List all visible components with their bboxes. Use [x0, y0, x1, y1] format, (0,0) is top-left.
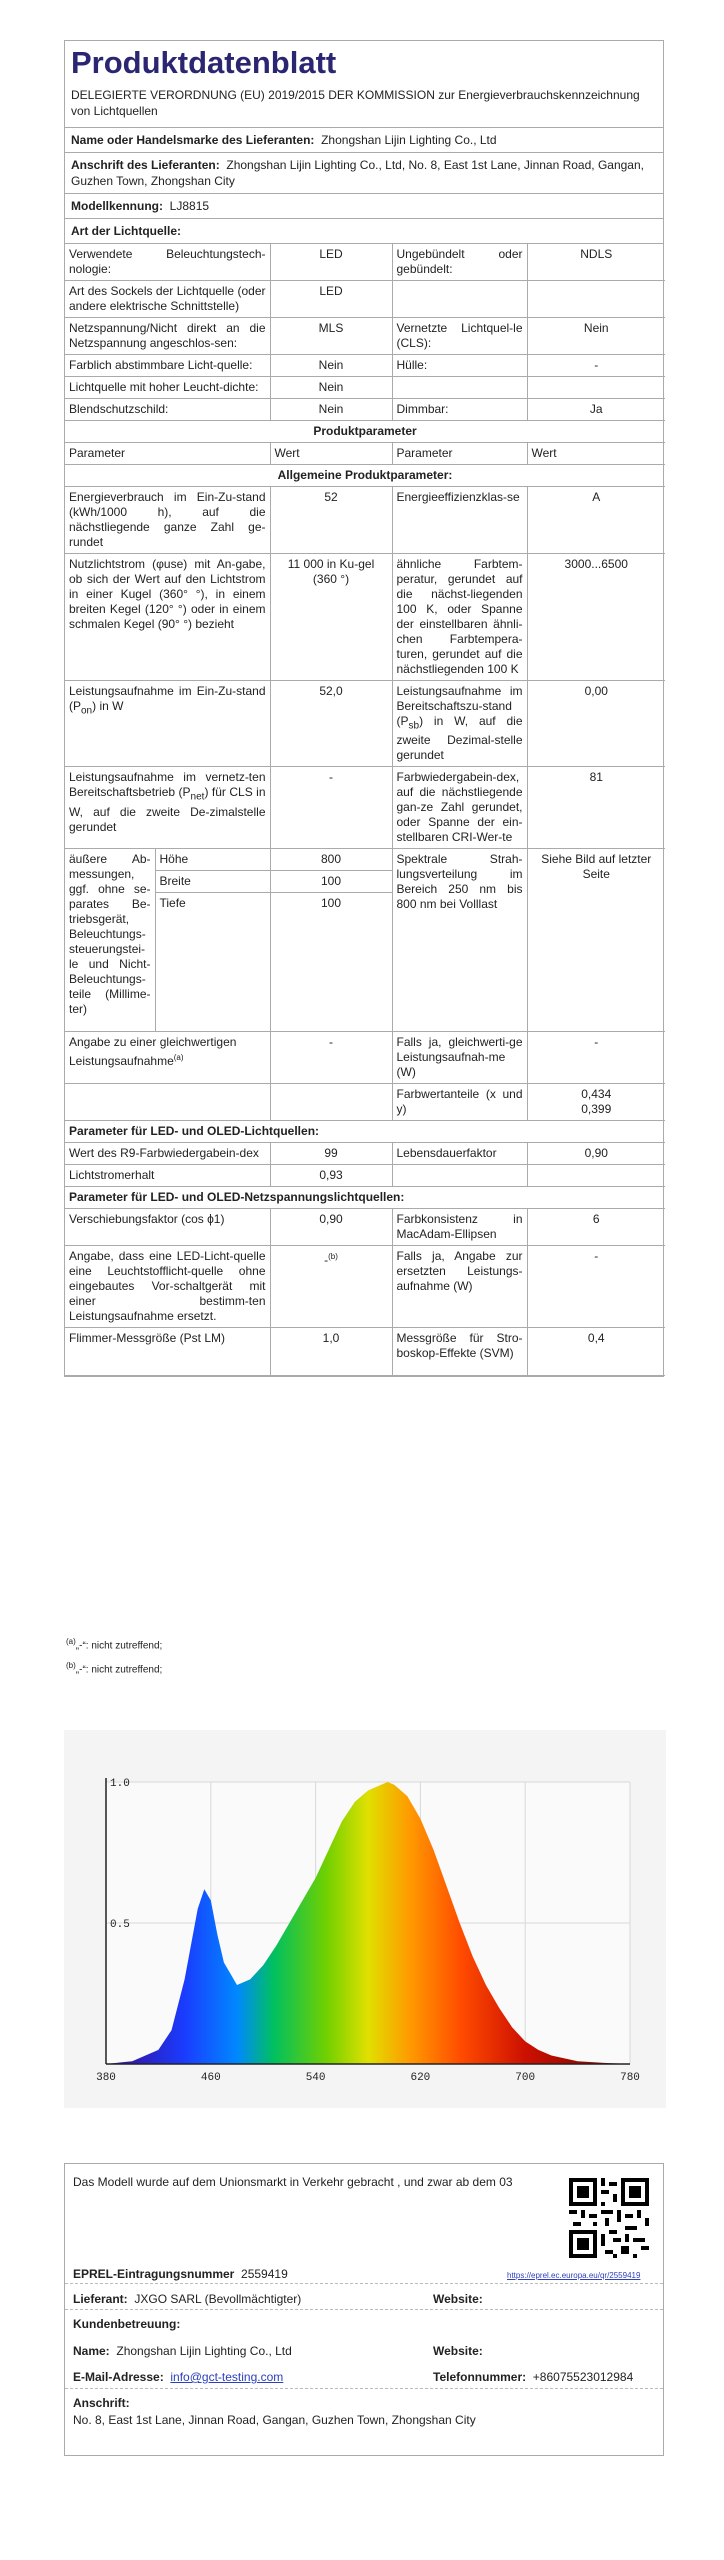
footnote-text: „-“: nicht zutreffend; — [75, 1664, 163, 1676]
table-row — [65, 421, 665, 443]
eprel-value: 2559419 — [241, 2267, 288, 2281]
param-label — [65, 1031, 270, 1083]
table-row — [65, 1164, 665, 1186]
param-label-text: ) in W, auf die zweite Dezimal-stelle gerundet — [396, 714, 523, 763]
email-line — [73, 2369, 283, 2385]
supplier-address-value: Zhongshan Lijin Lighting Co., Ltd, No. 8, East 1st Lane, Jinnan Road, Gangan, Guzhen Town, Zhongshan City — [71, 158, 644, 188]
table-row — [65, 244, 665, 281]
table-row — [65, 465, 665, 487]
param-label-text: ) in W — [92, 699, 124, 713]
model-label: Modellkennung: — [71, 199, 163, 213]
param-value: Nein — [270, 355, 392, 377]
footnote-mark: (b) — [66, 1661, 76, 1671]
param-value: - — [527, 1031, 665, 1083]
param-value: 11 000 in Ku-gel (360 °) — [270, 554, 392, 681]
x-tick-label: 780 — [620, 2072, 640, 2084]
param-label: Angabe, dass eine LED-Licht-quelle eine Leuchtstofflicht-quelle ohne eingebautes Vor-schaltgerät mit einer bestimm-ten Leistungsaufnahme ersetzt. — [65, 1245, 270, 1327]
table-row — [65, 399, 665, 421]
name-label: Name: — [73, 2344, 110, 2358]
eprel-link[interactable]: https://eprel.ec.europa.eu/qr/2559419 — [507, 2271, 641, 2280]
param-label: Art des Sockels der Lichtquelle (oder andere elektrische Schnittstelle) — [65, 281, 270, 318]
empty-cell — [527, 1164, 665, 1186]
table-row — [65, 355, 665, 377]
lightsource-table — [65, 244, 665, 1376]
y-tick-label: 1.0 — [110, 1778, 130, 1790]
empty-cell — [392, 1164, 527, 1186]
name-line — [73, 2343, 292, 2359]
subscript: sb — [408, 720, 420, 732]
param-value: Nein — [270, 399, 392, 421]
param-label — [65, 767, 270, 849]
param-value: 3000...6500 — [527, 554, 665, 681]
param-label: Lebensdauerfaktor — [392, 1142, 527, 1164]
table-row — [65, 318, 665, 355]
market-text: Das Modell wurde auf dem Unionsmarkt in Verkehr gebracht , und zwar ab dem 03 — [73, 2175, 513, 2189]
table-row — [65, 554, 665, 681]
param-label: Wert des R9-Farbwiedergabein-dex — [65, 1142, 270, 1164]
param-value: 0,90 — [527, 1142, 665, 1164]
email-link[interactable]: info@gct-testing.com — [170, 2370, 284, 2384]
height-label: Höhe — [155, 849, 270, 871]
param-value: LED — [270, 244, 392, 281]
param-value: Nein — [527, 318, 665, 355]
param-label: Verwendete Beleuchtungstech-nologie: — [65, 244, 270, 281]
param-label: Vernetzte Lichtquel-le (CLS): — [392, 318, 527, 355]
param-value: - — [527, 1245, 665, 1327]
supplier-name-row — [65, 128, 663, 153]
height-value: 800 — [271, 849, 392, 871]
param-value: - — [270, 1031, 392, 1083]
name-value: Zhongshan Lijin Lighting Co., Ltd — [116, 2344, 292, 2358]
param-label — [392, 681, 527, 767]
table-row — [65, 487, 665, 554]
param-value-text: - — [324, 1252, 329, 1267]
address-label: Anschrift: — [73, 2396, 130, 2410]
param-label: Energieeffizienzklas-se — [392, 487, 527, 554]
product-datasheet — [64, 40, 664, 1377]
width-value: 100 — [271, 871, 392, 893]
param-label: Farbwertanteile (x und y) — [392, 1083, 527, 1120]
param-value: 52,0 — [270, 681, 392, 767]
empty-cell — [65, 1083, 270, 1120]
led-section-title: Parameter für LED- und OLED-Lichtquellen: — [65, 1120, 665, 1142]
depth-value: 100 — [320, 896, 342, 911]
divider — [65, 2388, 663, 2389]
param-value: Nein — [270, 377, 392, 399]
y-tick-label: 0.5 — [110, 1919, 130, 1931]
address-value: No. 8, East 1st Lane, Jinnan Road, Gangan, Guzhen Town, Zhongshan City — [73, 2413, 476, 2427]
lightsource-section-title: Art der Lichtquelle: — [65, 219, 663, 244]
param-label: Verschiebungsfaktor (cos ϕ1) — [65, 1208, 270, 1245]
param-label: Nutzlichtstrom (φuse) mit An-gabe, ob sich der Wert auf den Lichtstrom in einer Kugel (360° °), in einem breiten Kegel (120° °) oder in einem schmalen Kegel (90° °) bezieht — [65, 554, 270, 681]
table-row — [65, 281, 665, 318]
supplier-address-label: Anschrift des Lieferanten: — [71, 158, 220, 172]
title-block — [65, 41, 663, 128]
param-label: Spektrale Strah-lungsverteilung im Bereich 250 nm bis 800 nm bei Volllast — [392, 849, 527, 1032]
table-row — [65, 377, 665, 399]
x-tick-label: 620 — [410, 2072, 431, 2084]
param-value: 0,90 — [270, 1208, 392, 1245]
empty-cell — [270, 1083, 392, 1120]
dimensions-values — [270, 849, 392, 1032]
param-label — [392, 377, 527, 399]
column-header: Wert — [527, 443, 665, 465]
table-row — [65, 681, 665, 767]
x-tick-label: 380 — [96, 2072, 116, 2084]
mls-section-title: Parameter für LED- und OLED-Netzspannungslichtquellen: — [65, 1186, 665, 1208]
param-label: Farbkonsistenz in MacAdam-Ellipsen — [392, 1208, 527, 1245]
table-row — [65, 849, 665, 1032]
param-value: 1,0 — [270, 1327, 392, 1375]
footnote-ref: (a) — [173, 1052, 184, 1062]
x-tick-label: 700 — [515, 2072, 536, 2084]
param-label-text: Leistungsaufnahme im Bereitschaftszu-stand (P — [396, 684, 523, 728]
website-label: Website: — [433, 2292, 483, 2306]
param-value: 0,00 — [527, 681, 665, 767]
param-label: Farbwiedergabein-dex, auf die nächstliegende gan-ze Zahl gerundet, oder Spanne der ein-stellbaren CRI-Wer-te — [392, 767, 527, 849]
param-label-text: Leistungsaufnahme im vernetz-ten Bereitschaftsbetrieb (P — [69, 770, 266, 800]
divider — [65, 2309, 663, 2310]
supplier-line — [73, 2291, 301, 2307]
param-value: 0,4 — [527, 1327, 665, 1375]
param-value: Ja — [527, 399, 665, 421]
regulation-subtitle: DELEGIERTE VERORDNUNG (EU) 2019/2015 DER KOMMISSION zur Energieverbrauchskennzeichnung von Lichtquellen — [71, 88, 640, 118]
param-label: Ungebündelt oder gebündelt: — [392, 244, 527, 281]
footnote-mark: (a) — [66, 1637, 76, 1646]
width-label: Breite — [155, 871, 270, 893]
spectrum-svg — [64, 1730, 666, 2108]
param-value: 6 — [527, 1208, 665, 1245]
param-value: 81 — [527, 767, 665, 849]
param-label: Messgröße für Stro-boskop-Effekte (SVM) — [392, 1327, 527, 1375]
param-label-text: Leistungsaufnahme im Ein-Zu-stand (P — [69, 684, 266, 713]
param-label: Lichtquelle mit hoher Leucht-dichte: — [65, 377, 270, 399]
param-label: ähnliche Farbtem-peratur, gerundet auf die nächst-liegenden 100 K, oder Spanne der einstellbaren ähnli-chen Farbtempera-turen, gerundet auf die nächstliegenden 100 K — [392, 554, 527, 681]
param-value — [527, 281, 665, 318]
param-label: Lichtstromerhalt — [65, 1164, 270, 1186]
param-value: LED — [270, 281, 392, 318]
footnote-ref: (b) — [328, 1251, 338, 1261]
table-row — [65, 1186, 665, 1208]
supplier-label: Lieferant: — [73, 2292, 128, 2306]
param-label: Falls ja, Angabe zur ersetzten Leistungs-aufnahme (W) — [392, 1245, 527, 1327]
column-header: Parameter — [65, 443, 270, 465]
table-row — [65, 1245, 665, 1327]
supplier-value: JXGO SARL (Bevollmächtigter) — [134, 2292, 302, 2306]
supplier-name-value: Zhongshan Lijin Lighting Co., Ltd — [321, 133, 497, 147]
table-row — [65, 767, 665, 849]
param-value: - — [270, 767, 392, 849]
param-label: Netzspannung/Nicht direkt an die Netzspannung angeschlos-sen: — [65, 318, 270, 355]
model-value: LJ8815 — [169, 199, 210, 213]
chroma-x: 0,434 — [581, 1086, 612, 1101]
param-label: Dimmbar: — [392, 399, 527, 421]
footnote — [66, 1656, 162, 1680]
param-label-text: Angabe zu einer gleichwertigen Leistungsaufnahme — [69, 1034, 237, 1068]
param-value: 0,93 — [270, 1164, 392, 1186]
chroma-y: 0,399 — [581, 1101, 612, 1116]
depth-label: Tiefe — [159, 896, 186, 911]
param-label — [65, 681, 270, 767]
param-value: NDLS — [527, 244, 665, 281]
table-row — [65, 1142, 665, 1164]
column-header: Wert — [270, 443, 392, 465]
subscript: net — [190, 791, 205, 803]
phone-value: +86075523012984 — [532, 2370, 634, 2384]
param-value: - — [527, 355, 665, 377]
supplier-address-row — [65, 153, 663, 194]
param-label: Falls ja, gleichwerti-ge Leistungsaufnah-me (W) — [392, 1031, 527, 1083]
table-row — [65, 1120, 665, 1142]
eprel-line — [73, 2266, 288, 2282]
param-value — [270, 1245, 392, 1327]
table-header-row — [65, 443, 665, 465]
eprel-label: EPREL-Eintragungsnummer — [73, 2267, 235, 2281]
product-params-title: Produktparameter — [65, 421, 665, 443]
website2-label: Website: — [433, 2344, 483, 2358]
table-row — [65, 1327, 665, 1375]
table-row — [65, 1208, 665, 1245]
param-value: 52 — [270, 487, 392, 554]
footnotes — [66, 1632, 162, 1681]
page-title: Produktdatenblatt — [71, 45, 337, 80]
spectrum-chart — [64, 1730, 666, 2108]
column-header: Parameter — [392, 443, 527, 465]
param-label-text: ) für CLS in W, auf die zweite De-zimalstelle gerundet — [69, 785, 266, 834]
param-label: Energieverbrauch im Ein-Zu-stand (kWh/1000 h), auf die nächstliegende ganze Zahl ge-rundet — [65, 487, 270, 554]
footnote-text: „-“: nicht zutreffend; — [75, 1640, 163, 1652]
param-label: Farblich abstimmbare Licht-quelle: — [65, 355, 270, 377]
divider — [65, 2283, 663, 2284]
param-value: MLS — [270, 318, 392, 355]
phone-label: Telefonnummer: — [433, 2370, 527, 2384]
dimensions-cell — [65, 849, 270, 1032]
footnote — [66, 1632, 162, 1656]
x-tick-label: 460 — [200, 2072, 221, 2084]
table-row — [65, 1083, 665, 1120]
param-value: Siehe Bild auf letzter Seite — [527, 849, 665, 1032]
param-label — [392, 281, 527, 318]
qr-code-icon[interactable] — [565, 2174, 653, 2262]
supplier-name-label: Name oder Handelsmarke des Lieferanten: — [71, 133, 315, 147]
param-value: A — [527, 487, 665, 554]
param-label: Blendschutzschild: — [65, 399, 270, 421]
general-params-title: Allgemeine Produktparameter: — [65, 465, 665, 487]
param-value — [527, 377, 665, 399]
qr-code-graphic — [565, 2174, 653, 2262]
param-value — [527, 1083, 665, 1120]
phone-line — [433, 2369, 633, 2385]
email-label: E-Mail-Adresse: — [73, 2370, 164, 2384]
customer-service-label: Kundenbetreuung: — [73, 2317, 181, 2331]
model-row — [65, 194, 663, 219]
dimensions-label: äußere Ab-messungen, ggf. ohne se-parates Be-triebsgerät, Beleuchtungs-steuerungstei-le und Nicht-Beleuchtungs-teile (Millime-ter) — [65, 849, 155, 1031]
param-label: Flimmer-Messgröße (Pst LM) — [65, 1327, 270, 1375]
param-label: Hülle: — [392, 355, 527, 377]
registration-block — [64, 2163, 664, 2456]
x-tick-label: 540 — [305, 2072, 326, 2084]
subscript: on — [81, 705, 93, 717]
table-row — [65, 1031, 665, 1083]
param-value: 99 — [270, 1142, 392, 1164]
